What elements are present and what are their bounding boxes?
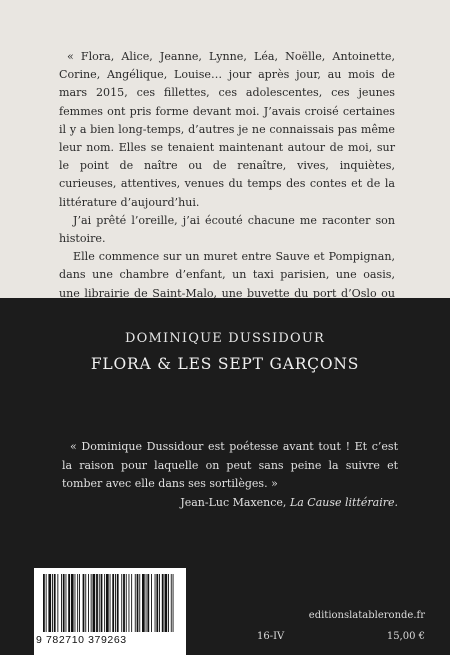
blurb-paragraph-3: Elle commence sur un muret entre Sauve et Pompignan, dans une chambre d’enfant, un taxi parisien, une oasis, une librairie de Saint-Malo, une buvette du port d’Oslo ou — [59, 250, 395, 298]
barcode-bar — [96, 574, 98, 632]
back-cover-blurb-section — [0, 0, 450, 298]
review-quote-text: « Dominique Dussidour est poétesse avant tout ! Et c’est la raison pour laquelle on peut sans peine la suivre et tomber avec elle dans ses sortilèges. » — [62, 440, 398, 490]
barcode-panel — [34, 568, 186, 655]
publisher-website: editionslatableronde.fr — [308, 610, 425, 621]
barcode-bar — [123, 574, 125, 632]
barcode-bar — [139, 574, 140, 632]
barcode-bar — [77, 574, 78, 632]
barcode-digits: 9 782710 379263 — [36, 634, 127, 646]
barcode-bar — [168, 574, 169, 632]
blurb-paragraph-2: J’ai prêté l’oreille, j’ai écouté chacune me raconter son histoire. — [59, 213, 395, 246]
barcode-bar — [68, 574, 70, 632]
barcode-bar — [142, 574, 145, 632]
barcode-bar — [146, 574, 147, 632]
barcode-bar — [75, 574, 76, 632]
barcode-bar — [110, 574, 111, 632]
barcode-bar — [88, 574, 89, 632]
barcode-bar — [131, 574, 132, 632]
barcode-bar — [101, 574, 103, 632]
barcode-bar — [79, 574, 80, 632]
barcode-bar — [162, 574, 164, 632]
barcode-bar — [99, 574, 100, 632]
price-label: 15,00 € — [386, 631, 425, 642]
barcode-bar — [173, 574, 174, 632]
barcode-bar — [57, 574, 58, 632]
barcode-bar — [147, 574, 149, 632]
barcode-bar — [91, 574, 92, 632]
barcode-bar — [117, 574, 119, 632]
barcode-bar — [83, 574, 85, 632]
barcode-bar — [48, 574, 51, 632]
barcode-bar — [52, 574, 53, 632]
barcode-bar — [135, 574, 136, 632]
barcode-bar — [159, 574, 160, 632]
barcode-bar — [54, 574, 56, 632]
barcode-bar — [121, 574, 122, 632]
book-title: FLORA & LES SEPT GARÇONS — [90, 355, 360, 373]
review-source: La Cause littéraire. — [289, 496, 398, 509]
critic-name: Jean-Luc Maxence, — [180, 496, 287, 509]
barcode-image — [43, 574, 177, 634]
barcode-bar — [112, 574, 114, 632]
barcode-bar — [46, 574, 47, 632]
barcode-bar — [85, 574, 86, 632]
barcode-bar — [155, 574, 156, 632]
barcode-bar — [43, 574, 45, 632]
barcode-bar — [126, 574, 127, 632]
author-name: DOMINIQUE DUSSIDOUR — [125, 331, 325, 346]
barcode-bar — [171, 574, 172, 632]
barcode-bar — [71, 574, 74, 632]
barcode-bar — [63, 574, 65, 632]
barcode-bar — [129, 574, 130, 632]
barcode-bar — [61, 574, 62, 632]
catalog-code: 16-IV — [257, 631, 285, 642]
back-cover-dark-section — [0, 298, 450, 655]
barcode-bar — [115, 574, 116, 632]
barcode-bar — [137, 574, 139, 632]
blurb-text — [59, 48, 395, 298]
barcode-bar — [156, 574, 158, 632]
review-attribution — [62, 496, 398, 509]
blurb-paragraph-1: « Flora, Alice, Jeanne, Lynne, Léa, Noëlle, Antoinette, Corine, Angélique, Louise… jour après jour, au mois de mars 2015, ces fillettes, ces adolescentes, ces jeunes femmes ont pris forme devant moi. J’avais croisé certaines il y a bien long-temps, d’autres je ne connaissais pas même leur nom. Elles se tenaient maintenant autour de moi, sur le point de naître ou de renaître, vives, inquiètes, curieuses, attentives, venues du temps des contes et de la littérature d’aujourd’hui. — [59, 50, 395, 209]
barcode-bar — [106, 574, 109, 632]
barcode-bar — [165, 574, 168, 632]
barcode-bar — [104, 574, 105, 632]
barcode-bar — [66, 574, 67, 632]
review-quote — [62, 438, 398, 494]
barcode-bar — [151, 574, 152, 632]
barcode-bar — [93, 574, 96, 632]
